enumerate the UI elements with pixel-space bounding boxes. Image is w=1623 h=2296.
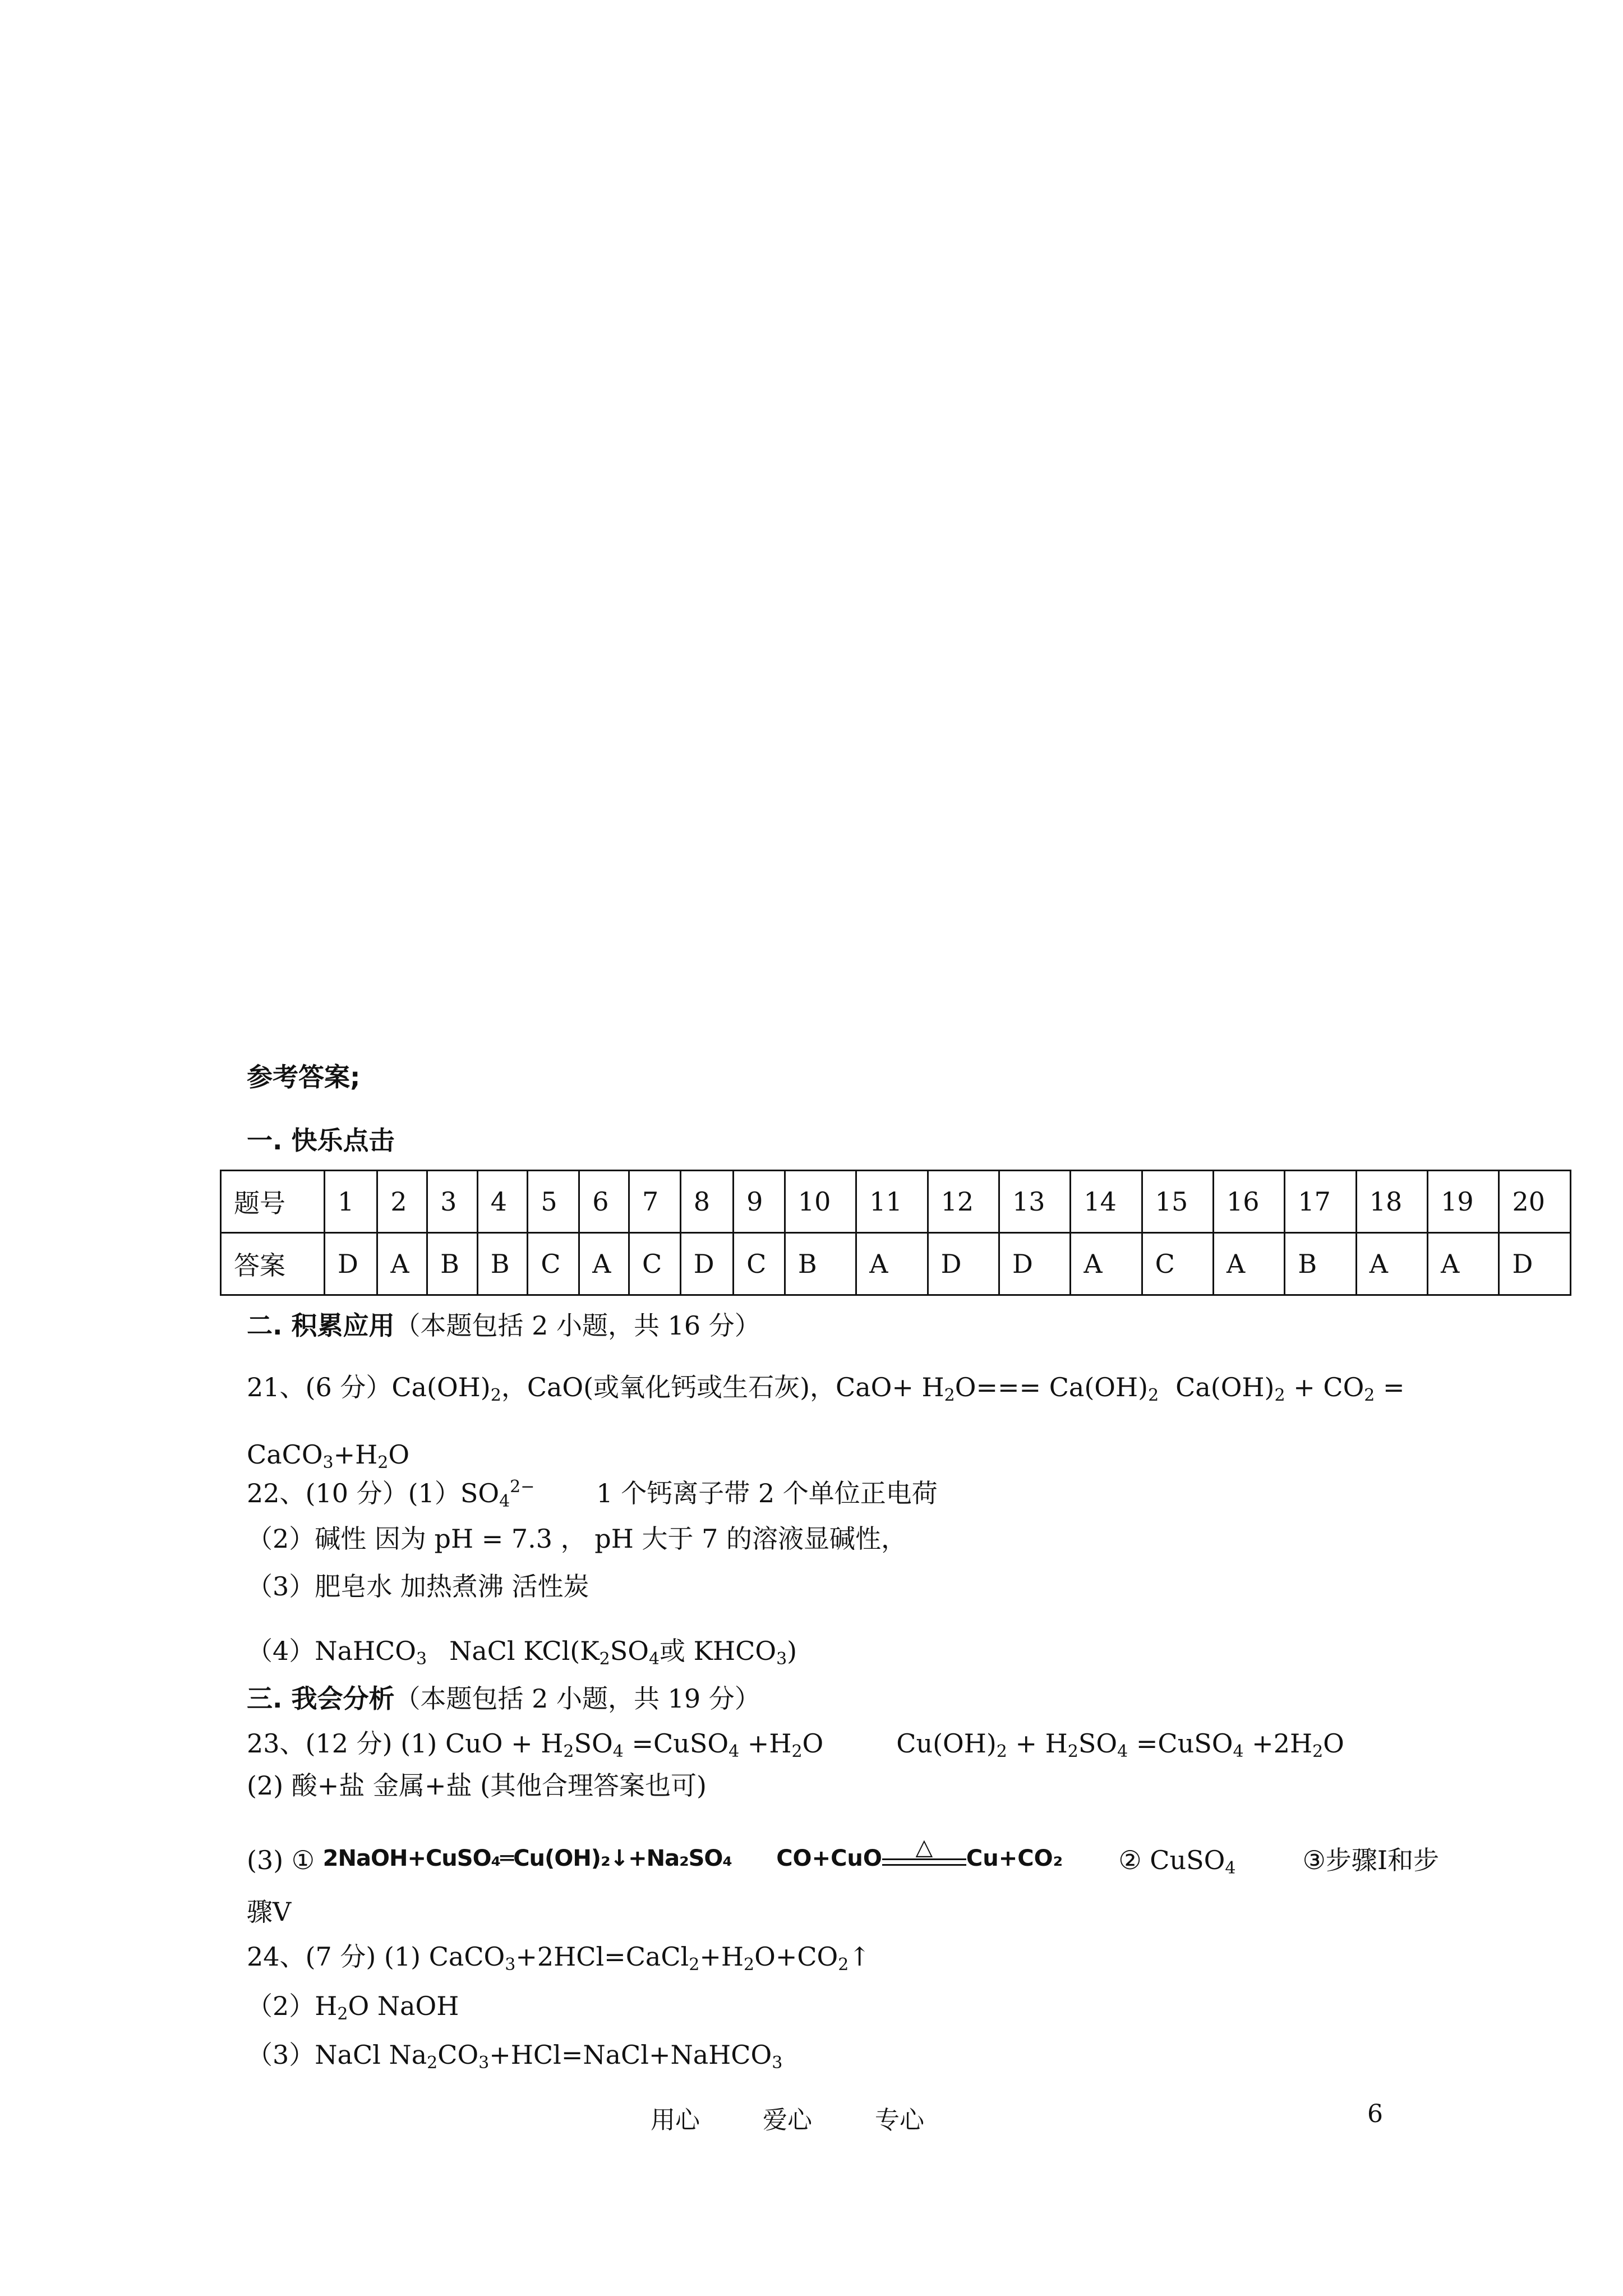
eq2-left: CO+CuO	[776, 1846, 882, 1871]
q23-prefix: 23、(12 分) (1) CuO + H	[247, 1728, 564, 1759]
row-label-answer: 答案	[221, 1233, 325, 1295]
q23-text: ② CuSO	[1118, 1845, 1225, 1875]
heat-symbol: △	[915, 1834, 933, 1860]
table-cell: 6	[579, 1171, 629, 1233]
table-cell: C	[528, 1233, 579, 1295]
table-cell: A	[1071, 1233, 1142, 1295]
q22-text: NaCl KCl(K	[449, 1636, 600, 1666]
table-cell: D	[928, 1233, 999, 1295]
table-cell: 2	[377, 1171, 427, 1233]
section2-note: （本题包括 2 小题，共 16 分）	[394, 1310, 760, 1341]
q22-charge: 2−	[510, 1477, 535, 1497]
table-cell: 4	[477, 1171, 528, 1233]
table-cell: A	[377, 1233, 427, 1295]
q24-text: （2）H	[247, 1991, 338, 2021]
q24-line1: 24、(7 分) (1) $CaCO_3+2HCl=CaCl_2+H_2O+CO_2↑$	[247, 1941, 870, 1975]
question-number-row	[221, 1171, 1571, 1233]
q24-line2: $(2)H_2O$ NaOH	[247, 1991, 459, 2024]
section3-note: （本题包括 2 小题，共 19 分）	[394, 1683, 760, 1714]
q21-text: ，CaO(或氧化钙或生石灰)，CaO+ H	[501, 1372, 944, 1402]
section1-title: 一. 快乐点击	[247, 1125, 395, 1156]
table-cell: C	[734, 1233, 785, 1295]
table-cell: A	[1214, 1233, 1285, 1295]
q24-text: O NaOH	[348, 1991, 459, 2021]
q23-text: SO	[1078, 1728, 1118, 1759]
q21-text: CaCO	[247, 1439, 323, 1470]
table-cell: 20	[1499, 1171, 1571, 1233]
q23-part3-prefix: (3) ①	[247, 1845, 315, 1875]
table-cell: D	[1499, 1233, 1571, 1295]
table-cell: B	[785, 1233, 856, 1295]
q23-equation-1: 2NaOH+CuSO₄═Cu(OH)₂↓+Na₂SO₄	[322, 1846, 732, 1871]
q24-text: +2HCl=CaCl	[515, 1941, 689, 1972]
answer-heading: 参考答案;	[247, 1062, 361, 1092]
q22-text: 或 KHCO	[660, 1636, 777, 1666]
q21-line2: $CaCO_3+H_2O$	[247, 1439, 410, 1473]
footer-right: 专心	[875, 2106, 924, 2134]
q21-prefix: 21、(6 分）	[247, 1372, 392, 1402]
footer-mid: 爱心	[763, 2106, 812, 2134]
q22-line2: （2）碱性 因为 pH = 7.3 ， pH 大于 7 的溶液显碱性，	[247, 1524, 907, 1554]
q23-line3: (3) ① 2NaOH+CuSO₄═Cu(OH)₂↓+Na₂SO₄ CO+CuO △ Cu+CO₂ ② CuSO$_4$ ③步骤Ⅰ和步	[247, 1842, 1439, 1877]
q21-text: =	[1375, 1372, 1405, 1402]
table-cell: A	[1356, 1233, 1427, 1295]
q23-text: O	[1323, 1728, 1344, 1759]
section2-header	[247, 1309, 760, 1342]
table-cell: D	[680, 1233, 733, 1295]
q23-line4: 骤Ⅴ	[247, 1897, 292, 1927]
q23-text: Cu(OH)	[896, 1728, 997, 1759]
q21-text: O=== Ca(OH)	[955, 1372, 1149, 1402]
q21-text: Ca(OH)	[1175, 1372, 1275, 1402]
q22-text: SO	[610, 1636, 649, 1666]
q23-text: O	[802, 1728, 824, 1759]
q24-text: +HCl=NaCl+NaHCO	[489, 2040, 772, 2070]
q24-text: CO	[437, 2040, 479, 2070]
table-cell: A	[579, 1233, 629, 1295]
q24-prefix: 24、(7 分) (1) CaCO	[247, 1941, 505, 1972]
q23-text: =CuSO	[623, 1728, 729, 1759]
q23-text: +2H	[1243, 1728, 1313, 1759]
section3-header	[247, 1682, 760, 1715]
q23-line2: (2) 酸+盐 金属+盐 (其他合理答案也可)	[247, 1770, 707, 1801]
q22-prefix: 22、(10 分）(1）SO	[247, 1478, 500, 1508]
table-cell: 18	[1356, 1171, 1427, 1233]
q22-text: （4）NaHCO	[247, 1636, 416, 1666]
table-cell: B	[477, 1233, 528, 1295]
row-label-number: 题号	[221, 1171, 325, 1233]
table-cell: 9	[734, 1171, 785, 1233]
q24-text: +H	[699, 1941, 744, 1972]
table-cell: 17	[1285, 1171, 1356, 1233]
q22-text: )	[787, 1636, 797, 1666]
table-cell: A	[856, 1233, 928, 1295]
table-cell: 8	[680, 1171, 733, 1233]
table-cell: 10	[785, 1171, 856, 1233]
section3-title: 三. 我会分析	[247, 1683, 395, 1714]
table-cell: B	[427, 1233, 478, 1295]
eq2-arrow	[882, 1834, 966, 1866]
table-cell: 12	[928, 1171, 999, 1233]
q23-text: +H	[739, 1728, 792, 1759]
table-cell: 13	[999, 1171, 1070, 1233]
table-cell: B	[1285, 1233, 1356, 1295]
table-cell: 14	[1071, 1171, 1142, 1233]
table-cell: 1	[325, 1171, 377, 1233]
q23-text: ③步骤Ⅰ和步	[1302, 1845, 1440, 1875]
table-cell: 5	[528, 1171, 579, 1233]
q21-text: Ca(OH)	[391, 1372, 491, 1402]
q21-text: + CO	[1285, 1372, 1364, 1402]
q21-line1: 21、(6 分）$Ca(OH)_2$，CaO(或氧化钙或生石灰)，$CaO+ H_2O=== Ca(OH)_2$ $Ca(OH)_2 + CO_2$ =	[247, 1372, 1405, 1405]
section2-title: 二. 积累应用	[247, 1310, 395, 1341]
page-number: 6	[1367, 2100, 1383, 2128]
q22-text: 1 个钙离子带 2 个单位正电荷	[596, 1478, 938, 1508]
q23-text: =CuSO	[1128, 1728, 1233, 1759]
q23-text: SO	[574, 1728, 613, 1759]
q22-line4: （4）NaHCO$_3$ NaCl $KCl(K_2SO_4$或 $KHCO_3$)	[247, 1636, 797, 1669]
answer-table	[220, 1170, 1571, 1296]
table-cell: 16	[1214, 1171, 1285, 1233]
table-cell: D	[325, 1233, 377, 1295]
table-cell: 15	[1142, 1171, 1213, 1233]
q22-line1: 22、(10 分）$(1)SO_4^{2-}$ 1 个钙离子带 2 个单位正电荷	[247, 1477, 938, 1511]
table-cell: D	[999, 1233, 1070, 1295]
q24-text: O+CO	[754, 1941, 838, 1972]
answer-row	[221, 1233, 1571, 1295]
table-cell: 11	[856, 1171, 928, 1233]
q24-text: ↑	[849, 1941, 870, 1972]
footer-left: 用心	[651, 2106, 700, 2134]
q21-text: O	[388, 1439, 410, 1470]
q23-line1: 23、(12 分) (1) CuO + $H_2SO_4$ =CuSO$_4$ $+H_2O$ $Cu(OH)_2 + H_2SO_4$ =CuSO$_4$ $+2H_2O$	[247, 1728, 1344, 1761]
q23-text: + H	[1007, 1728, 1068, 1759]
eq2-right: Cu+CO₂	[966, 1846, 1063, 1871]
table-cell: 7	[629, 1171, 680, 1233]
table-cell: 3	[427, 1171, 478, 1233]
table-cell: C	[1142, 1233, 1213, 1295]
table-cell: A	[1428, 1233, 1499, 1295]
q22-line3: （3）肥皂水 加热煮沸 活性炭	[247, 1571, 589, 1602]
table-cell: 19	[1428, 1171, 1499, 1233]
q24-text: （3）NaCl Na	[247, 2040, 427, 2070]
table-cell: C	[629, 1233, 680, 1295]
q24-line3: （3）NaCl $Na_2CO_3+HCl=NaCl+NaHCO_3$	[247, 2040, 783, 2073]
q23-equation-2	[776, 1834, 1063, 1875]
q21-text: +H	[333, 1439, 378, 1470]
